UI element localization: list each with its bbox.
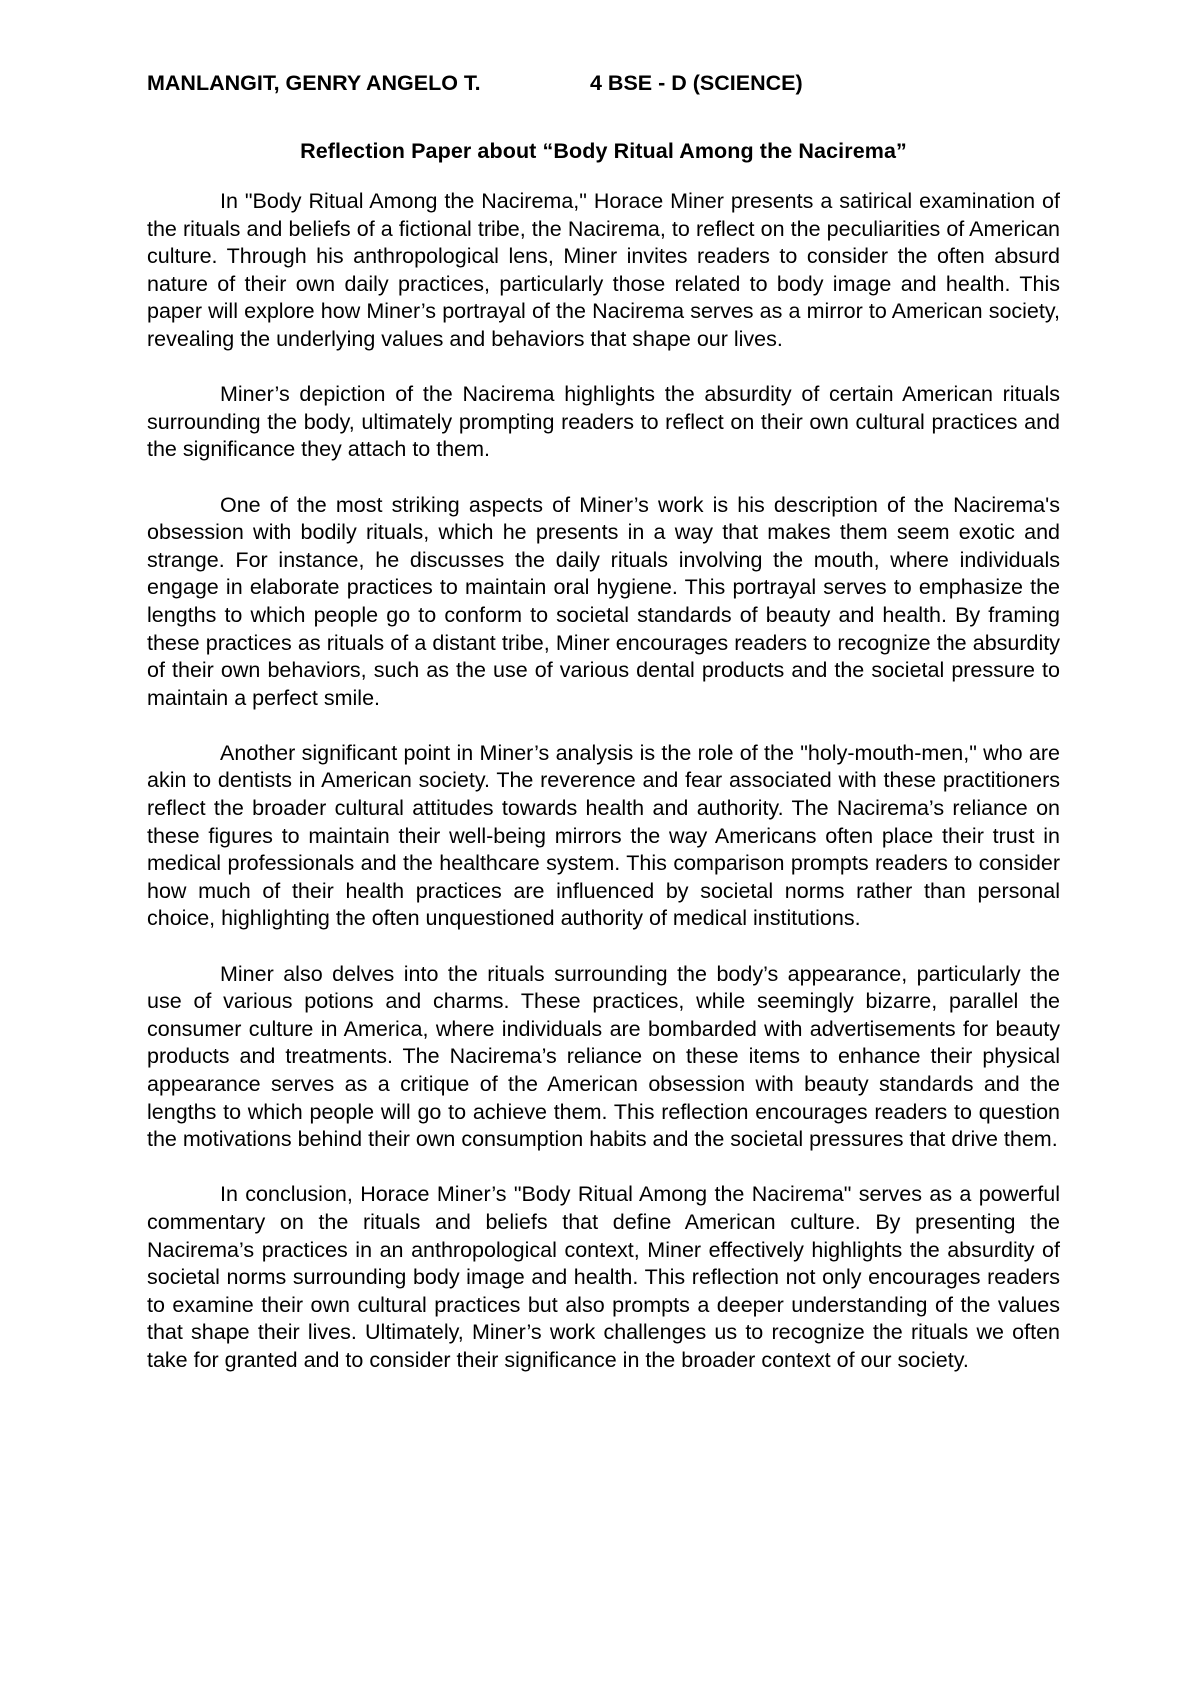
paragraph-bodily-rituals: One of the most striking aspects of Miner’s work is his description of the Nacirema's obsession with bodily rituals, which he presents in a way that makes them seem exotic and strange. For instance, he discusses the daily rituals involving the mouth, where individuals engage in elaborate practices to maintain oral hygiene. This portrayal serves to emphasize the lengths to which people go to conform to societal standards of beauty and health. By framing these practices as rituals of a distant tribe, Miner encourages readers to recognize the absurdity of their own behaviors, such as the use of various dental products and the societal pressure to maintain a perfect smile. — [147, 492, 1060, 710]
student-name: MANLANGIT, GENRY ANGELO T. — [147, 71, 481, 95]
header-line — [147, 70, 1060, 96]
paragraph-conclusion: In conclusion, Horace Miner’s "Body Ritual Among the Nacirema" serves as a powerful commentary on the rituals and beliefs that define American culture. By presenting the Nacirema’s practices in an anthropological context, Miner effectively highlights the absurdity of societal norms surrounding body image and health. This reflection not only encourages readers to examine their own cultural practices but also prompts a deeper understanding of the values that shape their lives. Ultimately, Miner’s work challenges us to recognize the rituals we often take for granted and to consider their significance in the broader context of our society. — [147, 1182, 1060, 1372]
paragraph-holy-mouth-men: Another significant point in Miner’s analysis is the role of the "holy-mouth-men," who are akin to dentists in American society. The reverence and fear associated with these practitioners reflect the broader cultural attitudes towards health and authority. The Nacirema’s reliance on these figures to maintain their well-being mirrors the way Americans often place their trust in medical professionals and the healthcare system. This comparison prompts readers to consider how much of their health practices are influenced by societal norms rather than personal choice, highlighting the often unquestioned authority of medical institutions. — [147, 740, 1060, 931]
paper-body — [147, 188, 1060, 1375]
course-section: 4 BSE - D (SCIENCE) — [590, 71, 803, 95]
paragraph-introduction: In "Body Ritual Among the Nacirema," Horace Miner presents a satirical examination of the rituals and beliefs of a fictional tribe, the Nacirema, to reflect on the peculiarities of American culture. Through his anthropological lens, Miner invites readers to consider the often absurd nature of their own daily practices, particularly those related to body image and health. This paper will explore how Miner’s portrayal of the Nacirema serves as a mirror to American society, revealing the underlying values and behaviors that shape our lives. — [147, 189, 1060, 351]
paragraph-appearance: Miner also delves into the rituals surrounding the body’s appearance, particularly the use of various potions and charms. These practices, while seemingly bizarre, parallel the consumer culture in America, where individuals are bombarded with advertisements for beauty products and treatments. The Nacirema’s reliance on these items to enhance their physical appearance serves as a critique of the American obsession with beauty standards and the lengths to which people will go to achieve them. This reflection encourages readers to question the motivations behind their own consumption habits and the societal pressures that drive them. — [147, 961, 1060, 1152]
paragraph-thesis: Miner’s depiction of the Nacirema highlights the absurdity of certain American rituals surrounding the body, ultimately prompting readers to reflect on their own cultural practices and the significance they attach to them. — [147, 382, 1060, 462]
paper-title: Reflection Paper about “Body Ritual Among the Nacirema” — [300, 139, 907, 163]
document-page — [147, 70, 1060, 1402]
